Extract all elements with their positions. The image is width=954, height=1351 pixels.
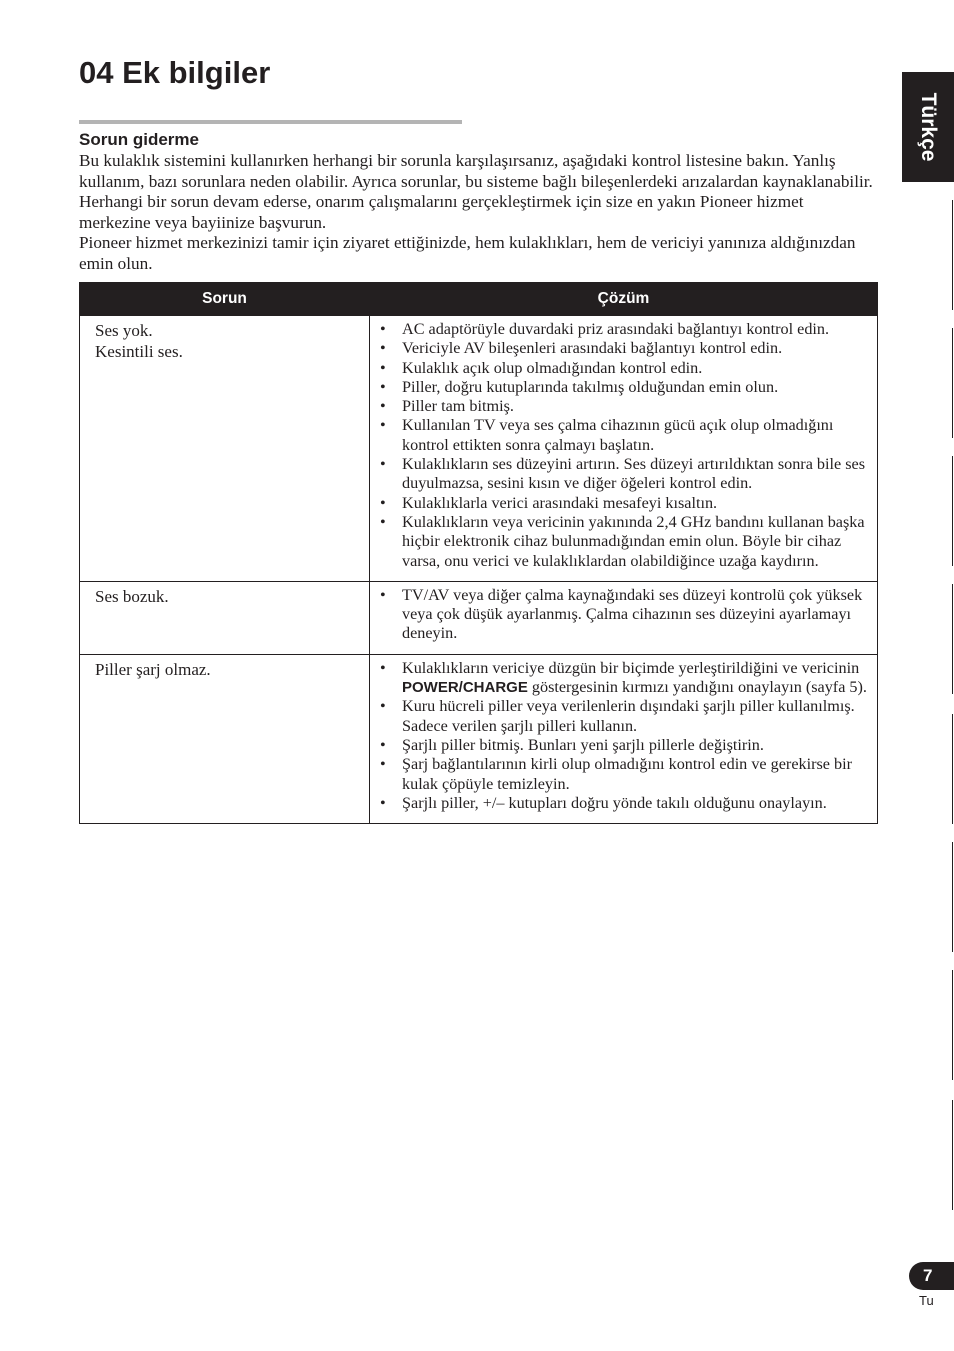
problem-text: Kesintili ses. xyxy=(95,342,183,361)
heading-rule xyxy=(79,120,462,124)
edge-marker xyxy=(952,842,953,952)
solution-text: Kulaklıkların veya vericinin yakınında 2,4 GHz bandını kullanan başka hiçbir elektronik cihaz bulunmadığından emin olun. Böyle bir cihaz varsa, onu verici ve kulaklıklardan olabildiğince uzağa kaydırın. xyxy=(402,512,865,570)
solution-text: Kullanılan TV veya ses çalma cihazının gücü açık olup olmadığını kontrol ettikten sonra çalmayı başlatın. xyxy=(402,416,834,454)
solution-cell xyxy=(370,316,878,582)
solution-item xyxy=(378,378,869,397)
edge-marker xyxy=(952,584,953,694)
problem-cell xyxy=(80,581,370,654)
page-number-badge xyxy=(909,1262,954,1290)
bullet: • xyxy=(380,455,386,474)
solution-list xyxy=(378,586,869,644)
intro-paragraph: Bu kulaklık sistemini kullanırken herhangi bir sorunla karşılaşırsanız, aşağıdaki kontrol listesine bakın. Yanlış kullanım, bazı sorunlara neden olabilir. Ayrıca sorunlar, bu sisteme bağlı bileşenlerdeki arızalardan kaynaklanabilir. Herhangi bir sorun devam ederse, onarım çalışmalarını gerçekleştirmek için size en yakın Pioneer hizmet merkezine veya bayiinize başvurun. xyxy=(79,151,873,232)
bullet: • xyxy=(380,735,386,754)
language-code: Tu xyxy=(919,1293,934,1308)
solution-item xyxy=(378,794,869,813)
solution-text: AC adaptörüyle duvardaki priz arasındaki bağlantıyı kontrol edin. xyxy=(402,320,830,338)
solution-item xyxy=(378,513,869,571)
solution-item xyxy=(378,397,869,416)
solution-text-part: Kulaklıkların vericiye düzgün bir biçimde yerleştirildiğini ve vericinin xyxy=(402,658,860,677)
solution-item xyxy=(378,697,869,736)
bullet: • xyxy=(380,493,386,512)
solution-item xyxy=(378,755,869,794)
intro-text xyxy=(79,151,879,275)
problem-cell xyxy=(80,654,370,823)
table-row xyxy=(80,654,878,823)
bullet: • xyxy=(380,397,386,416)
solution-text: Kulaklıklarla verici arasındaki mesafeyi kısaltın. xyxy=(402,493,718,512)
problem-cell xyxy=(80,316,370,582)
solution-text: Şarjlı piller, +/– kutupları doğru yönde takılı olduğunu onaylayın. xyxy=(402,793,827,812)
edge-marker xyxy=(952,200,953,310)
problem-text: Ses bozuk. xyxy=(95,586,169,606)
solution-item xyxy=(378,339,869,358)
edge-marker xyxy=(952,456,953,566)
solution-text: Kuru hücreli piller veya verilenlerin dışındaki şarjlı piller kullanılmış. Sadece verilen şarjlı pilleri kullanın. xyxy=(402,697,855,735)
solution-item xyxy=(378,659,869,698)
solution-text xyxy=(402,659,867,696)
solution-item xyxy=(378,320,869,339)
edge-marker xyxy=(952,714,953,824)
table-row xyxy=(80,581,878,654)
solution-text-part: göstergesinin kırmızı yandığını onaylayın (sayfa 5). xyxy=(527,678,867,697)
bullet: • xyxy=(380,697,386,716)
solution-item xyxy=(378,736,869,755)
solution-text: Piller tam bitmiş. xyxy=(402,397,514,416)
problem-text: Piller şarj olmaz. xyxy=(95,659,211,679)
solution-text: Kulaklık açık olup olmadığından kontrol edin. xyxy=(402,358,703,377)
bullet: • xyxy=(380,585,386,604)
table-row xyxy=(80,316,878,582)
solution-text: TV/AV veya diğer çalma kaynağındaki ses düzeyi kontrolü çok yüksek veya çok düşük ayarlanmış. Çalma cihazının ses düzeyini ayarlamayı deneyin. xyxy=(402,585,863,643)
solution-item xyxy=(378,494,869,513)
table-header-row xyxy=(80,283,878,316)
page-number: 7 xyxy=(923,1266,933,1285)
bullet: • xyxy=(380,755,386,774)
bullet: • xyxy=(380,512,386,531)
bullet: • xyxy=(380,658,386,677)
solution-cell xyxy=(370,581,878,654)
header-solution: Çözüm xyxy=(370,283,878,316)
solution-text: Şarjlı piller bitmiş. Bunları yeni şarjlı pillerle değiştirin. xyxy=(402,735,764,754)
bullet: • xyxy=(380,793,386,812)
solution-text: Piller, doğru kutuplarında takılmış olduğundan emin olun. xyxy=(402,377,779,396)
section-heading: Sorun giderme xyxy=(79,130,199,149)
solution-text: Kulaklıkların ses düzeyini artırın. Ses düzeyi artırıldıktan sonra bile ses duyulmazsa, sesini kısın ve diğer öğeleri kontrol edin. xyxy=(402,455,866,493)
solution-text: Şarj bağlantılarının kirli olup olmadığını kontrol edin ve gerekirse bir kulak çöpüyle temizleyin. xyxy=(402,755,853,793)
solution-cell xyxy=(370,654,878,823)
solution-item xyxy=(378,455,869,494)
bullet: • xyxy=(380,339,386,358)
solution-item xyxy=(378,359,869,378)
edge-marker xyxy=(952,1100,953,1210)
solution-item xyxy=(378,416,869,455)
edge-marker xyxy=(952,970,953,1080)
intro-paragraph: Pioneer hizmet merkezinizi tamir için ziyaret ettiğinizde, hem kulaklıkları, hem de vericiyi yanınıza aldığınızdan emin olun. xyxy=(79,233,856,273)
language-tab xyxy=(902,72,954,182)
header-problem: Sorun xyxy=(80,283,370,316)
solution-item xyxy=(378,586,869,644)
solution-list xyxy=(378,320,869,571)
indicator-name: POWER/CHARGE xyxy=(402,679,528,697)
edge-marker xyxy=(952,328,953,438)
solution-text: Vericiyle AV bileşenleri arasındaki bağlantıyı kontrol edin. xyxy=(402,339,783,358)
language-tab-label: Türkçe xyxy=(917,92,940,162)
problem-text: Ses yok. xyxy=(95,321,153,340)
bullet: • xyxy=(380,416,386,435)
bullet: • xyxy=(380,377,386,396)
bullet: • xyxy=(380,358,386,377)
troubleshooting-table xyxy=(79,282,878,824)
bullet: • xyxy=(380,320,386,338)
chapter-title: 04 Ek bilgiler xyxy=(79,55,271,90)
solution-list xyxy=(378,659,869,813)
